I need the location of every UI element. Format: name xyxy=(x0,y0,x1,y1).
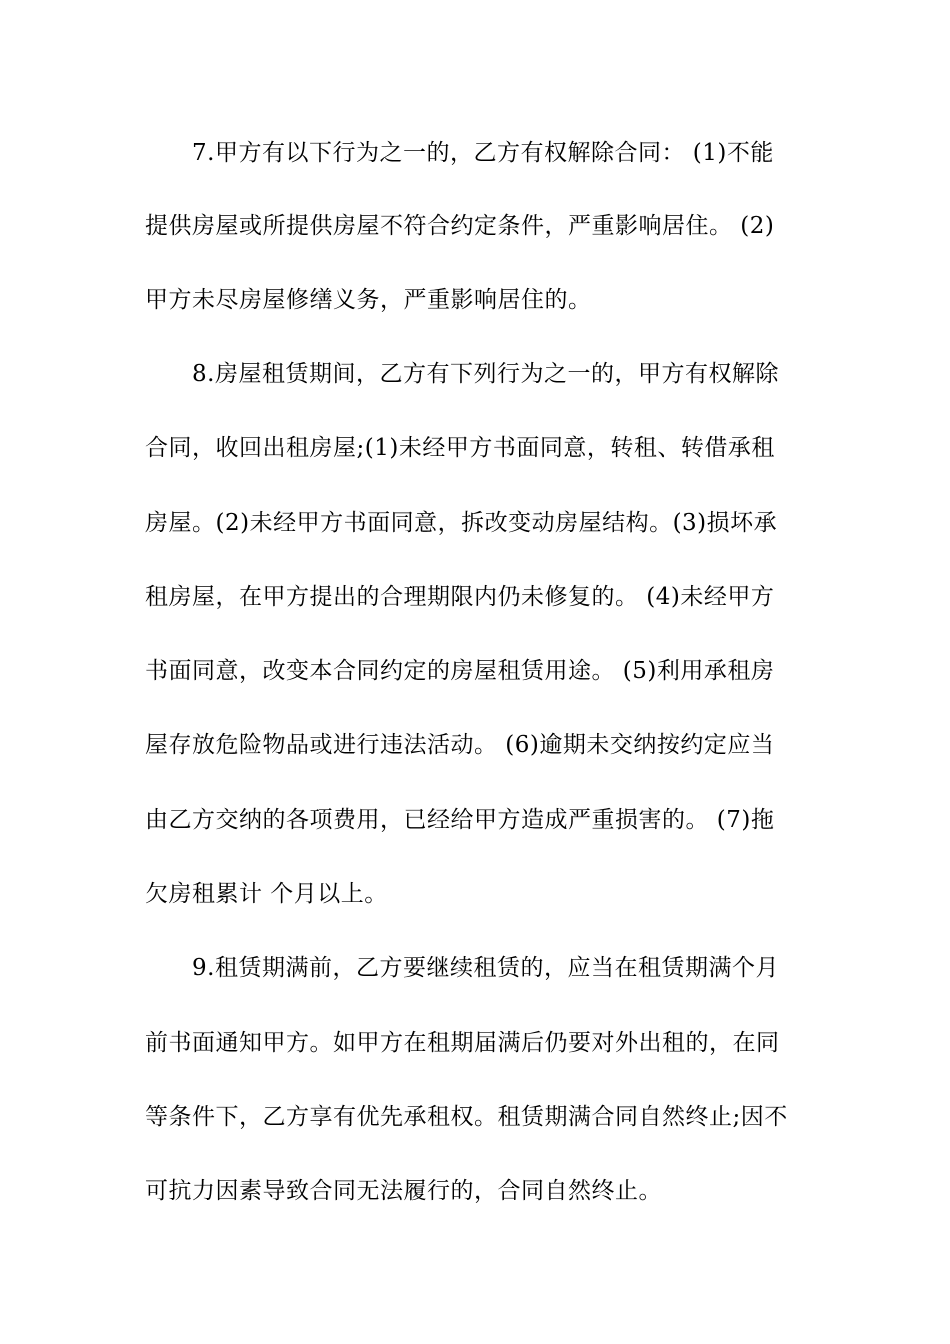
clause-7-line-2: 提供房屋或所提供房屋不符合约定条件，严重影响居住。 (2) xyxy=(145,213,775,239)
clause-8-line-6: 屋存放危险物品或进行违法活动。 (6)逾期未交纳按约定应当 xyxy=(145,732,775,758)
clause-9-line-1: 9.租赁期满前，乙方要继续租赁的，应当在租赁期满个月 xyxy=(192,955,779,981)
clause-9-line-2: 前书面通知甲方。如甲方在租期届满后仍要对外出租的，在同 xyxy=(145,1030,780,1056)
clause-9-line-4: 可抗力因素导致合同无法履行的，合同自然终止。 xyxy=(145,1178,662,1204)
clause-8-line-7: 由乙方交纳的各项费用，已经给甲方造成严重损害的。 (7)拖 xyxy=(145,807,775,833)
clause-8-line-3: 房屋。(2)未经甲方书面同意，拆改变动房屋结构。(3)损坏承 xyxy=(145,510,778,536)
clause-7-line-1: 7.甲方有以下行为之一的，乙方有权解除合同： (1)不能 xyxy=(192,140,774,166)
clause-8-line-8: 欠房租累计 个月以上。 xyxy=(145,881,388,907)
clause-8-line-2: 合同，收回出租房屋;(1)未经甲方书面同意，转租、转借承租 xyxy=(145,435,775,461)
clause-8-line-4: 租房屋，在甲方提出的合理期限内仍未修复的。 (4)未经甲方 xyxy=(145,584,775,610)
clause-8-line-1: 8.房屋租赁期间，乙方有下列行为之一的，甲方有权解除 xyxy=(192,361,779,387)
clause-8-line-5: 书面同意，改变本合同约定的房屋租赁用途。 (5)利用承租房 xyxy=(145,658,775,684)
clause-9-line-3: 等条件下，乙方享有优先承租权。租赁期满合同自然终止;因不 xyxy=(145,1104,788,1130)
clause-7-line-3: 甲方未尽房屋修缮义务，严重影响居住的。 xyxy=(145,287,592,313)
